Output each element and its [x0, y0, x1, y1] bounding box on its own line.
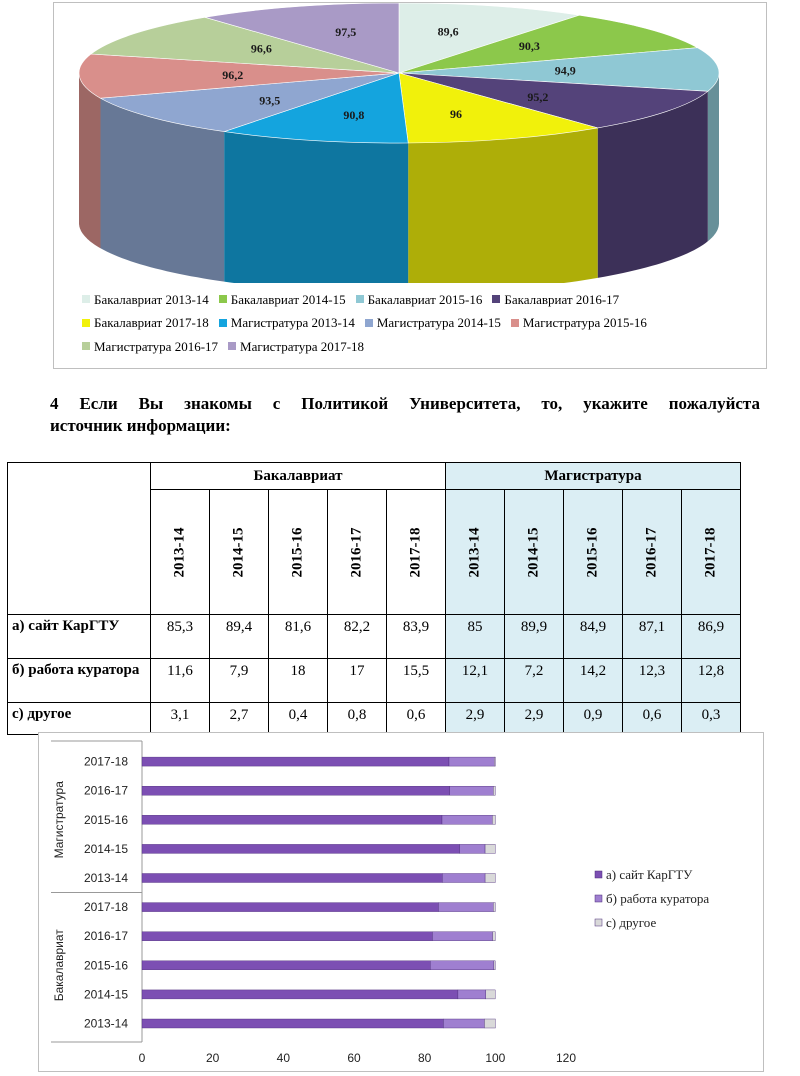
pie-legend-item — [219, 288, 346, 311]
y-tick-label: 2015-16 — [83, 812, 128, 827]
table-cell: 14,2 — [564, 659, 623, 703]
pie-data-label: 89,6 — [437, 24, 459, 39]
legend-swatch — [82, 319, 90, 327]
pie-data-label: 96 — [450, 106, 462, 121]
row-label: с) другое — [8, 703, 151, 735]
question-heading-line1: 4 Если Вы знакомы с Политикой Университета, то, укажите пожалуйста — [50, 394, 760, 413]
y-tick-label: 2013-14 — [83, 870, 128, 885]
pie-legend-item — [219, 311, 355, 334]
year-label: 2017-18 — [702, 527, 719, 577]
x-tick-label: 0 — [138, 1051, 146, 1065]
legend-label: Магистратура 2015-16 — [522, 315, 647, 330]
bar-segment — [460, 844, 485, 853]
bar-segment — [442, 815, 492, 824]
y-tick-label: 2017-18 — [83, 754, 128, 769]
year-header — [446, 490, 505, 615]
bar-segment — [485, 844, 495, 853]
bar-segment — [142, 874, 442, 883]
pie-data-label: 90,8 — [343, 107, 365, 122]
pie-wall — [224, 132, 408, 283]
table-cell: 0,3 — [682, 703, 741, 735]
table-body — [8, 615, 741, 735]
bar-chart-frame — [38, 732, 764, 1072]
pie-chart-frame — [53, 2, 767, 369]
y-tick-label: 2017-18 — [83, 900, 128, 915]
table-cell: 82,2 — [328, 615, 387, 659]
pie-chart — [54, 3, 766, 283]
pie-data-label: 97,5 — [335, 24, 357, 39]
table-cell: 17 — [328, 659, 387, 703]
pie-wall — [408, 128, 598, 283]
row-label: б) работа куратора — [8, 659, 151, 703]
bar-legend-swatch — [595, 895, 602, 902]
question-heading — [50, 393, 760, 437]
year-label: 2013-14 — [466, 527, 483, 577]
year-label: 2014-15 — [525, 527, 542, 577]
table-cell: 0,4 — [269, 703, 328, 735]
pie-legend-item — [82, 311, 209, 334]
bar-legend-label: а) сайт КарГТУ — [606, 867, 693, 882]
table-cell: 12,1 — [446, 659, 505, 703]
year-header — [210, 490, 269, 615]
table-row — [8, 659, 741, 703]
legend-swatch — [492, 295, 500, 303]
table-cell: 87,1 — [623, 615, 682, 659]
bar-segment — [430, 961, 494, 970]
table-cell: 2,9 — [446, 703, 505, 735]
bar-chart — [39, 733, 763, 1071]
pie-data-label: 95,2 — [527, 89, 549, 104]
legend-swatch — [82, 295, 90, 303]
pie-legend-item — [82, 335, 218, 358]
pie-wall — [79, 73, 101, 248]
legend-swatch — [82, 342, 90, 350]
year-label: 2017-18 — [407, 527, 424, 577]
pie-legend-item — [356, 288, 483, 311]
pie-legend-item — [511, 311, 647, 334]
table-cell: 85 — [446, 615, 505, 659]
bar-segment — [458, 990, 486, 999]
legend-label: Магистратура 2017-18 — [240, 338, 365, 354]
year-header — [564, 490, 623, 615]
y-tick-label: 2014-15 — [83, 987, 128, 1002]
year-label: 2014-15 — [230, 527, 247, 577]
year-header — [151, 490, 210, 615]
bar-legend-label: б) работа куратора — [606, 891, 710, 906]
pie-legend-item — [365, 311, 501, 334]
year-label: 2015-16 — [584, 527, 601, 577]
x-tick-label: 40 — [276, 1051, 291, 1065]
legend-swatch — [511, 319, 519, 327]
table-corner-cell — [8, 463, 151, 615]
table-cell: 7,2 — [505, 659, 564, 703]
legend-swatch — [228, 342, 236, 350]
legend-label: Бакалавриат 2015-16 — [367, 291, 483, 307]
x-tick-label: 60 — [347, 1051, 361, 1065]
bar-legend-swatch — [595, 871, 602, 878]
y-tick-label: 2013-14 — [83, 1016, 128, 1031]
legend-swatch — [365, 319, 373, 327]
legend-swatch — [356, 295, 364, 303]
bar-segment — [438, 903, 493, 912]
table-cell: 3,1 — [151, 703, 210, 735]
bar-segment — [142, 815, 442, 824]
table-cell: 86,9 — [682, 615, 741, 659]
table-row — [8, 703, 741, 735]
table-cell: 12,3 — [623, 659, 682, 703]
table-cell: 0,6 — [623, 703, 682, 735]
y-tick-label: 2016-17 — [83, 783, 128, 798]
results-table — [7, 462, 741, 735]
legend-swatch — [219, 295, 227, 303]
table-cell: 7,9 — [210, 659, 269, 703]
year-label: 2015-16 — [289, 527, 306, 577]
year-header — [269, 490, 328, 615]
bar-segment — [142, 932, 432, 941]
table-cell: 81,6 — [269, 615, 328, 659]
bar-segment — [493, 786, 495, 795]
pie-data-label: 96,6 — [250, 41, 272, 56]
bar-segment — [494, 757, 495, 766]
table-cell: 12,8 — [682, 659, 741, 703]
legend-swatch — [219, 319, 227, 327]
table-cell: 89,9 — [505, 615, 564, 659]
bar-segment — [442, 874, 485, 883]
pie-legend-item — [492, 288, 619, 311]
table-cell: 15,5 — [387, 659, 446, 703]
pie-legend-item — [228, 335, 364, 358]
y-tick-label: 2015-16 — [83, 958, 128, 973]
group-header-master: Магистратура — [446, 463, 741, 490]
table-cell: 0,9 — [564, 703, 623, 735]
bar-segment — [142, 786, 450, 795]
legend-label: Бакалавриат 2016-17 — [504, 291, 620, 307]
table-row — [8, 615, 741, 659]
bar-segment — [492, 815, 495, 824]
table-cell: 84,9 — [564, 615, 623, 659]
table-cell: 2,7 — [210, 703, 269, 735]
table-cell: 2,9 — [505, 703, 564, 735]
legend-label: Бакалавриат 2013-14 — [94, 291, 209, 307]
bar-segment — [449, 757, 494, 766]
table-cell: 0,8 — [328, 703, 387, 735]
bar-segment — [432, 932, 492, 941]
bar-segment — [142, 903, 438, 912]
row-label: а) сайт КарГТУ — [8, 615, 151, 659]
bar-segment — [484, 1019, 495, 1028]
pie-wall — [708, 73, 719, 241]
bar-segment — [142, 961, 430, 970]
pie-data-label: 94,9 — [554, 63, 576, 78]
table-cell: 11,6 — [151, 659, 210, 703]
pie-data-label: 90,3 — [518, 39, 540, 53]
table-cell: 0,6 — [387, 703, 446, 735]
year-label: 2016-17 — [348, 527, 365, 577]
y-tick-label: 2016-17 — [83, 929, 128, 944]
year-header — [387, 490, 446, 615]
pie-data-label: 93,5 — [259, 93, 281, 108]
bar-segment — [493, 932, 496, 941]
pie-legend-item — [82, 288, 209, 311]
year-header — [328, 490, 387, 615]
bar-legend-swatch — [595, 919, 602, 926]
year-header — [505, 490, 564, 615]
year-label: 2016-17 — [643, 527, 660, 577]
legend-label: Бакалавриат 2017-18 — [94, 315, 209, 330]
table-cell: 18 — [269, 659, 328, 703]
question-heading-line2: источник информации: — [50, 416, 231, 435]
bar-segment — [485, 874, 495, 883]
bar-segment — [443, 1019, 484, 1028]
x-tick-label: 80 — [417, 1051, 432, 1065]
results-table-wrap — [7, 462, 741, 735]
bar-segment — [486, 990, 496, 999]
bar-group-label: Магистратура — [52, 781, 66, 859]
legend-label: Магистратура 2016-17 — [94, 338, 219, 354]
legend-label: Магистратура 2013-14 — [230, 315, 355, 330]
table-cell: 89,4 — [210, 615, 269, 659]
y-tick-label: 2014-15 — [83, 841, 128, 856]
year-header — [623, 490, 682, 615]
pie-legend — [82, 287, 762, 358]
group-header-bachelor: Бакалавриат — [151, 463, 446, 490]
year-label: 2013-14 — [171, 527, 188, 577]
x-tick-label: 100 — [485, 1051, 506, 1065]
bar-segment — [142, 844, 460, 853]
bar-legend-label: с) другое — [606, 915, 657, 930]
bar-segment — [142, 990, 458, 999]
legend-label: Бакалавриат 2014-15 — [230, 291, 346, 307]
bar-segment — [142, 757, 449, 766]
table-cell: 85,3 — [151, 615, 210, 659]
table-cell: 83,9 — [387, 615, 446, 659]
bar-group-label: Бакалавриат — [52, 929, 66, 1002]
x-tick-label: 20 — [205, 1051, 220, 1065]
pie-data-label: 96,2 — [222, 68, 244, 82]
bar-segment — [142, 1019, 443, 1028]
legend-label: Магистратура 2014-15 — [376, 315, 501, 330]
bar-segment — [450, 786, 494, 795]
x-tick-label: 120 — [555, 1051, 577, 1065]
bar-segment — [494, 961, 495, 970]
bar-segment — [493, 903, 495, 912]
year-header — [682, 490, 741, 615]
table-group-row — [8, 463, 741, 490]
